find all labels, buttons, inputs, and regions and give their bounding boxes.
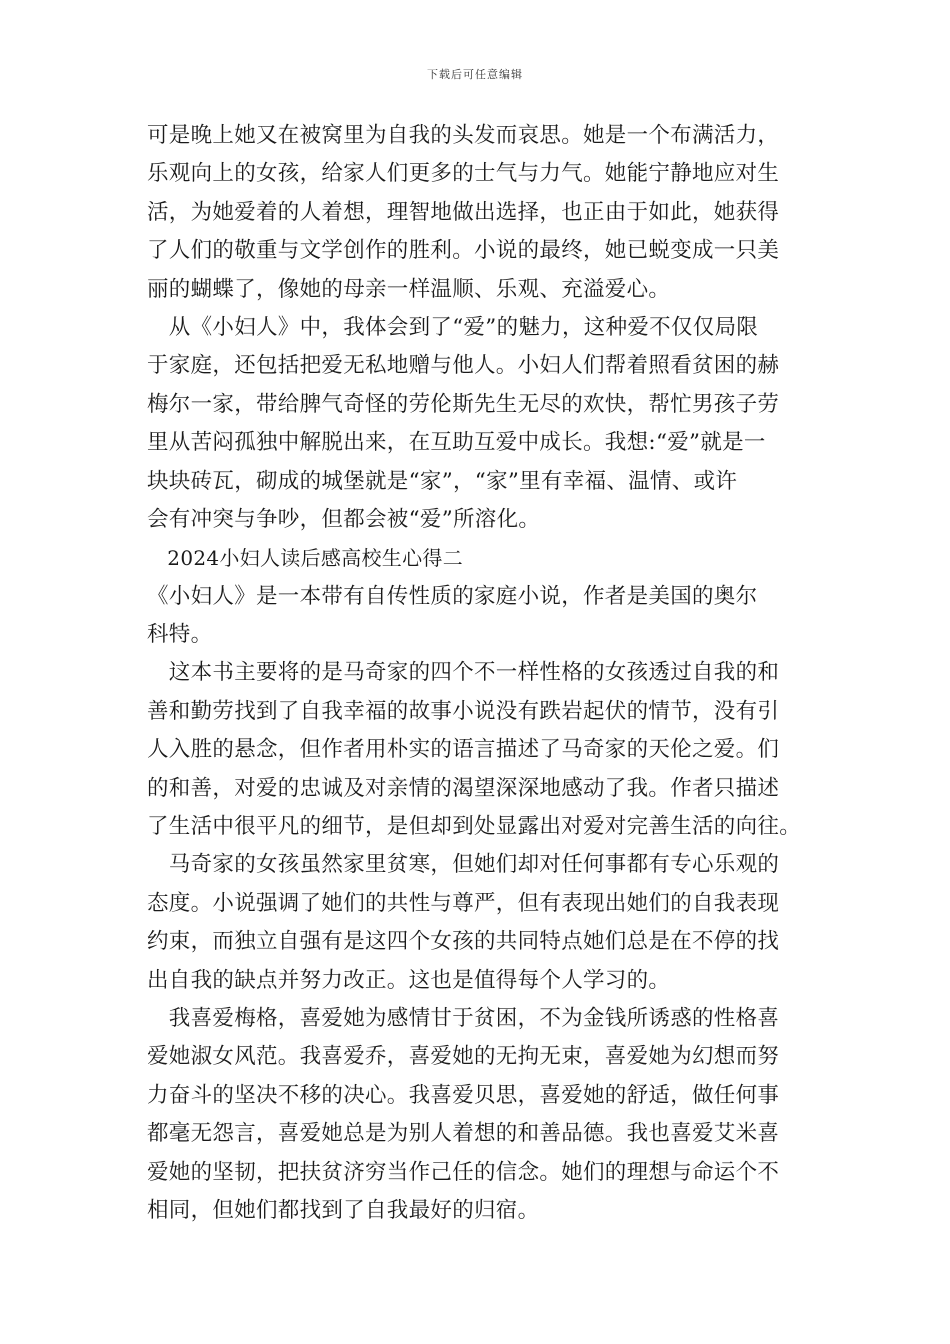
- text-line: 从《小妇人》中，我体会到了“爱”的魅力，这种爱不仅仅局限: [147, 314, 759, 340]
- text-line: 爱她的坚韧，把扶贫济穷当作己任的信念。她们的理想与命运个不: [147, 1159, 780, 1185]
- text-line: 乐观向上的女孩，给家人们更多的士气与力气。她能宁静地应对生: [147, 161, 780, 187]
- text-line: 了生活中很平凡的细节，是但却到处显露出对爱对完善生活的向往。: [147, 814, 802, 840]
- text-line: 出自我的缺点并努力改正。这也是值得每个人学习的。: [147, 967, 671, 993]
- page-header-note: 下载后可任意编辑: [427, 68, 523, 81]
- text-line: 于家庭，还包括把爱无私地赠与他人。小妇人们帮着照看贫困的赫: [147, 353, 780, 379]
- text-line: 约束，而独立自强有是这四个女孩的共同特点她们总是在不停的找: [147, 929, 780, 955]
- text-line: 活，为她爱着的人着想，理智地做出选择，也正由于如此，她获得: [147, 199, 780, 225]
- text-line: 科特。: [147, 622, 213, 648]
- text-line: 都毫无怨言，喜爱她总是为别人着想的和善品德。我也喜爱艾米喜: [147, 1121, 780, 1147]
- text-line: 相同，但她们都找到了自我最好的归宿。: [147, 1197, 540, 1223]
- text-line: 可是晚上她又在被窝里为自我的头发而哀思。她是一个布满活力，: [147, 123, 780, 148]
- section-heading: 2024小妇人读后感高校生心得二: [147, 546, 463, 571]
- text-line: 梅尔一家，带给脾气奇怪的劳伦斯先生无尽的欢快，帮忙男孩子劳: [147, 391, 780, 417]
- text-line: 会有冲突与争吵，但都会被“爱”所溶化。: [147, 506, 541, 532]
- text-line: 里从苦闷孤独中解脱出来，在互助互爱中成长。我想:“爱”就是一: [147, 430, 766, 456]
- text-line: 力奋斗的坚决不移的决心。我喜爱贝思，喜爱她的舒适，做任何事: [147, 1082, 780, 1108]
- text-line: 马奇家的女孩虽然家里贫寒，但她们却对任何事都有专心乐观的: [147, 852, 780, 878]
- text-line: 爱她淑女风范。我喜爱乔，喜爱她的无拘无束，喜爱她为幻想而努: [147, 1044, 780, 1070]
- text-line: 人入胜的悬念，但作者用朴实的语言描述了马奇家的天伦之爱。们: [147, 737, 780, 763]
- text-line: 块块砖瓦，砌成的城堡就是“家”，“家”里有幸福、温情、或许: [147, 468, 738, 494]
- text-line: 《小妇人》是一本带有自传性质的家庭小说，作者是美国的奥尔: [147, 583, 758, 609]
- text-line: 态度。小说强调了她们的共性与尊严，但有表现出她们的自我表现: [147, 890, 780, 916]
- text-line: 善和勤劳找到了自我幸福的故事小说没有跌岩起伏的情节，没有引: [147, 698, 780, 724]
- text-line: 这本书主要将的是马奇家的四个不一样性格的女孩透过自我的和: [147, 660, 780, 686]
- text-line: 我喜爱梅格，喜爱她为感情甘于贫困，不为金钱所诱惑的性格喜: [147, 1005, 780, 1031]
- text-line: 丽的蝴蝶了，像她的母亲一样温顺、乐观、充溢爱心。: [147, 276, 671, 302]
- text-line: 了人们的敬重与文学创作的胜利。小说的最终，她已蜕变成一只美: [147, 238, 780, 264]
- document-body: [147, 117, 807, 1230]
- text-line: 的和善，对爱的忠诚及对亲情的渴望深深地感动了我。作者只描述: [147, 775, 780, 801]
